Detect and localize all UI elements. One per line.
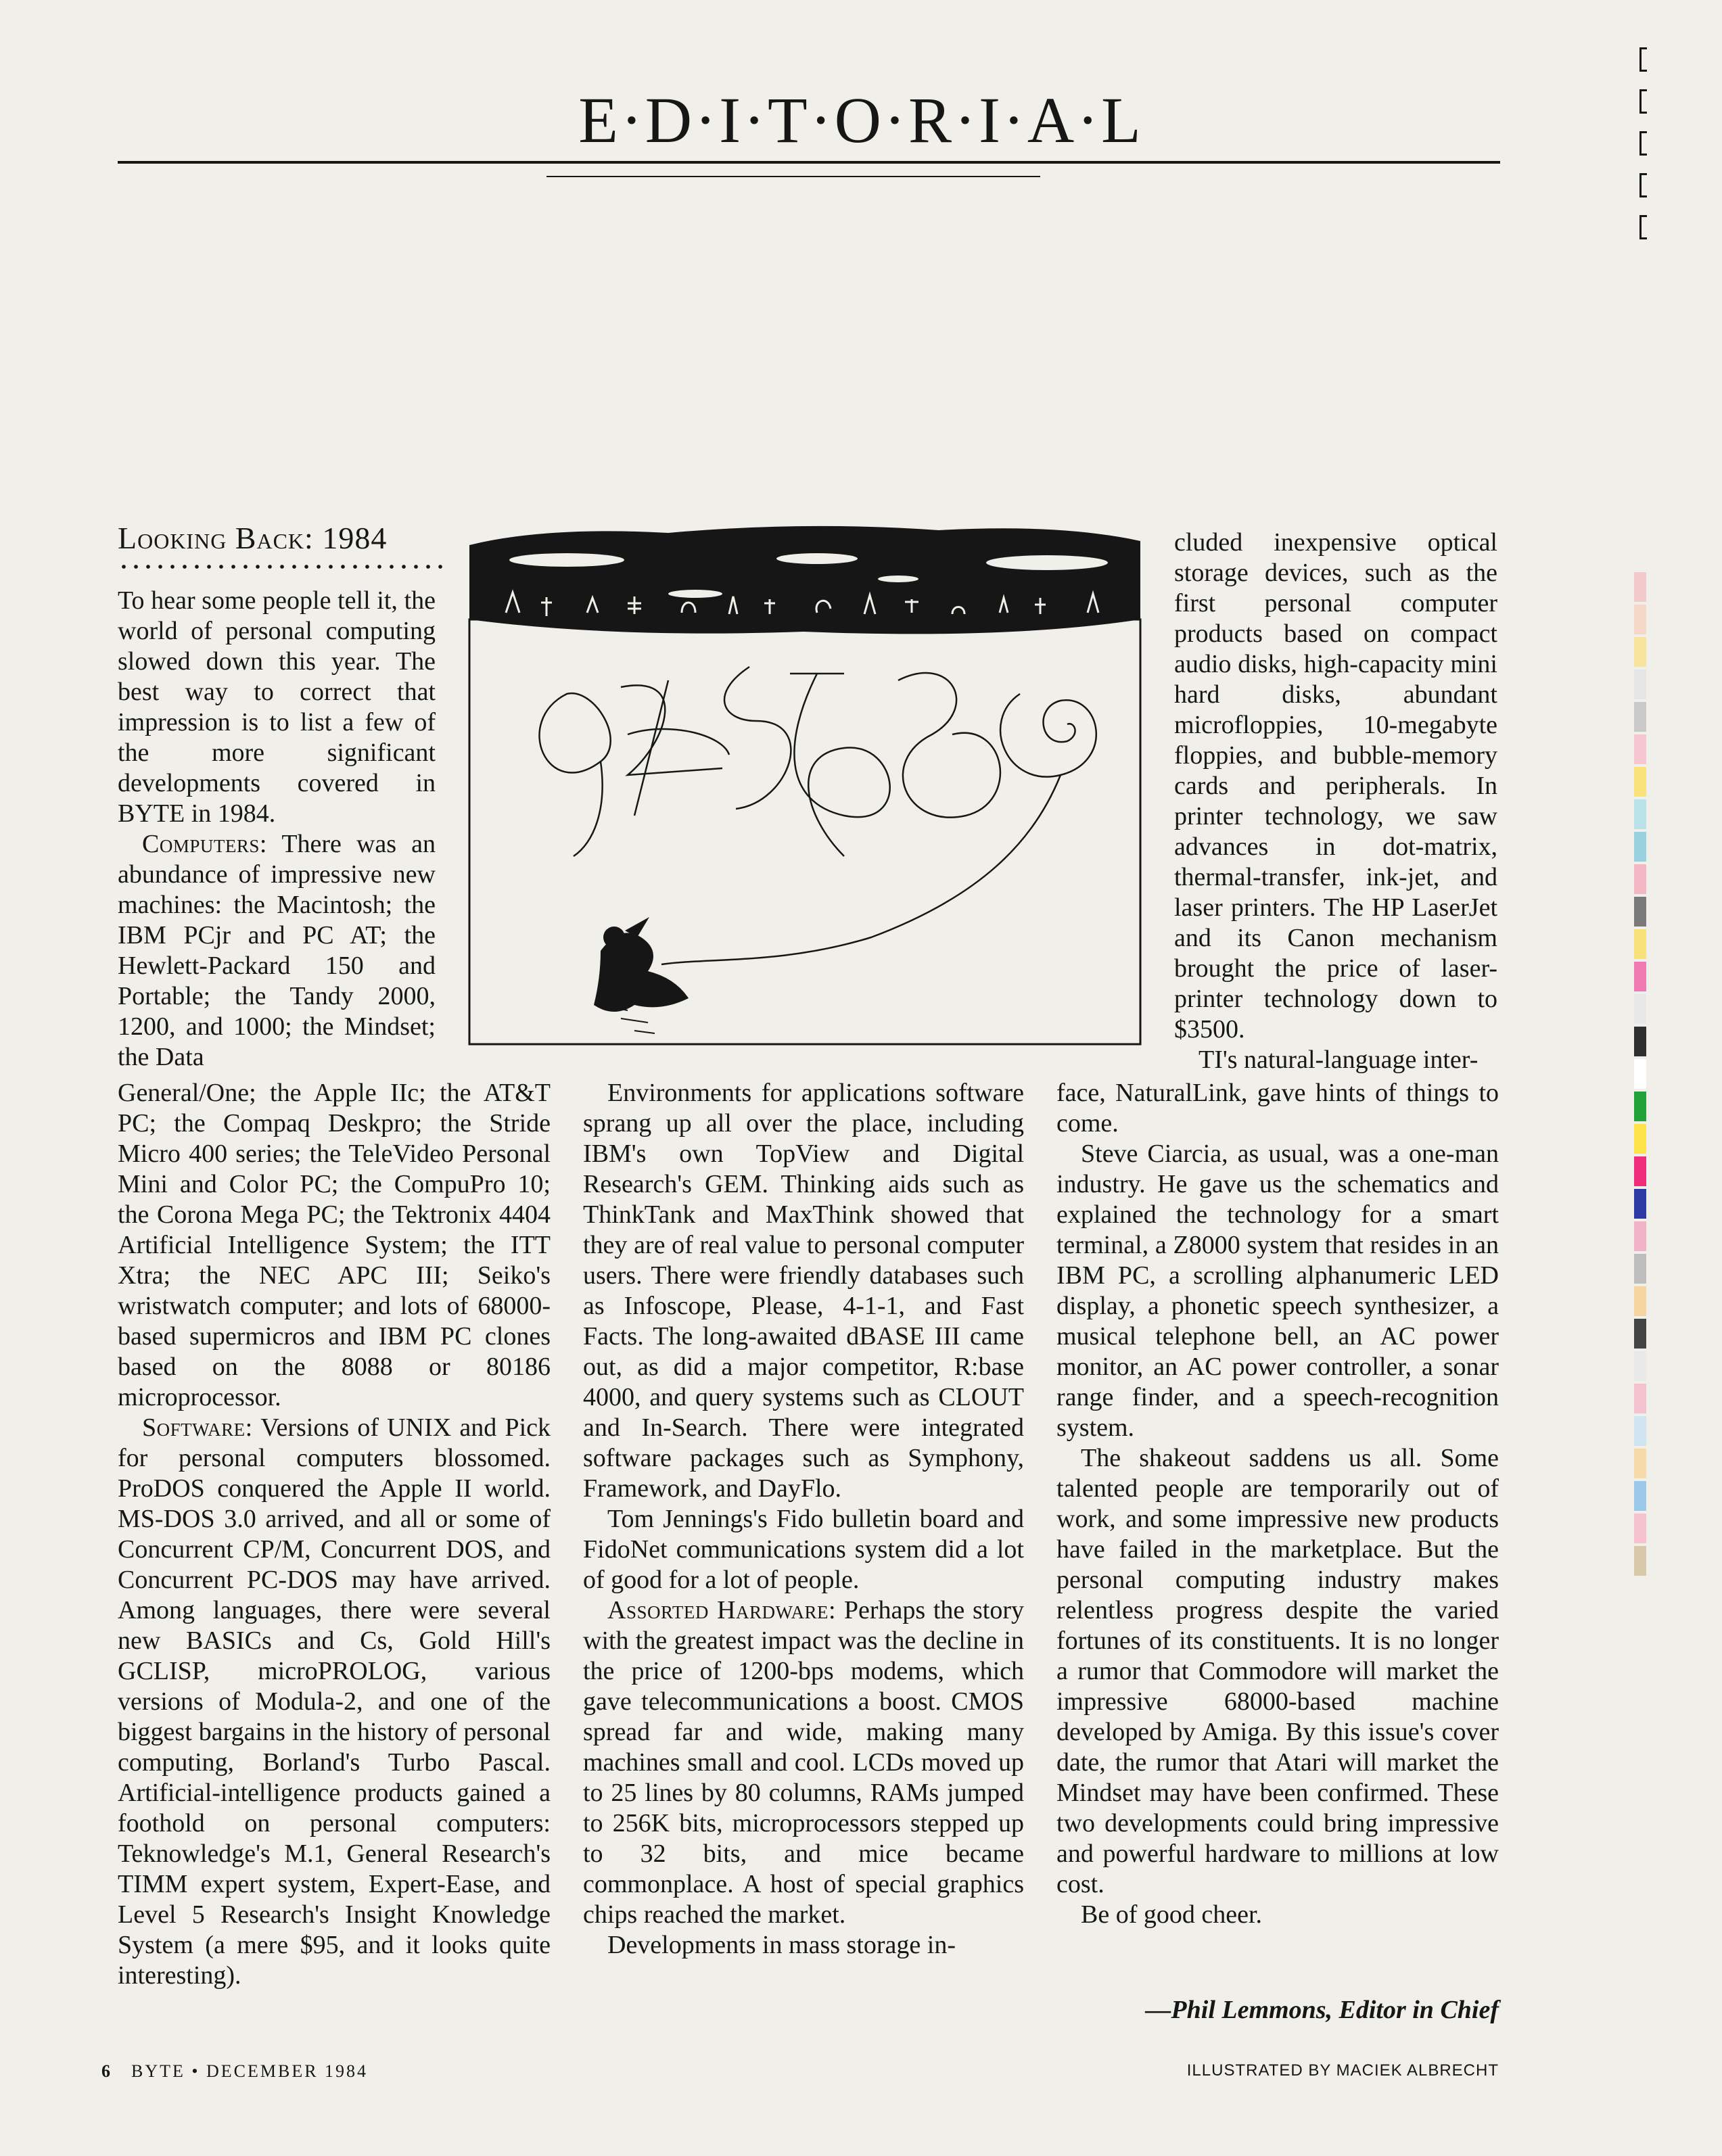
illustration-credit: ILLUSTRATED BY MACIEK ALBRECHT (1186, 2061, 1499, 2080)
masthead-title: E·D·I·T·O·R·I·A·L (578, 84, 1144, 156)
masthead-subrule (546, 176, 1040, 177)
page-footer-left (101, 2061, 368, 2082)
registration-mark (1639, 89, 1647, 114)
color-swatch (1634, 864, 1646, 894)
computers-text-bottom: General/One; the Apple IIc; the AT&T PC; the Compaq Deskpro; the Stride Micro 400 series; the TeleVideo Personal Mini and Color PC; the CompuPro 10; the Corona Mega PC; the Tektronix 4404 Artificial Intelligence System; the ITT Xtra; the NEC APC III; Seiko's wristwatch computer; and lots of 68000-based supermicros and IBM PC clones based on the 8088 or 80186 microprocessor. (118, 1079, 551, 1411)
column-left-top (118, 586, 436, 1073)
computers-label: Computers: (142, 830, 267, 858)
software-text: Versions of UNIX and Pick for personal computers blossomed. ProDOS conquered the Apple II world. MS-DOS 3.0 arrived, and all or some of Concurrent CP/M, Concurrent DOS, and Concurrent PC-DOS may have arrived. Among languages, there were several new BASICs and Cs, Gold Hill's GCLISP, microPROLOG, various versions of Modula-2, and one of the biggest bargains in the history of personal computing, Borland's Turbo Pascal. Artificial-intelligence products gained a foothold on personal computers: Teknowledge's M.1, General Research's TIMM expert system, Expert-Ease, and Level 5 Research's Insight Knowledge System (a mere $95, and it looks quite interesting). (118, 1413, 551, 1990)
color-swatch (1634, 670, 1646, 699)
heading-dotted-rule (118, 564, 442, 569)
ti-paragraph-end: face, NaturalLink, gave hints of things to come. (1056, 1079, 1499, 1138)
color-swatch (1634, 1514, 1646, 1543)
color-swatch (1634, 637, 1646, 667)
hardware-label: Assorted Hardware: (607, 1596, 837, 1624)
page-number: 6 (101, 2061, 112, 2081)
environments-paragraph: Environments for applications software sprang up all over the place, including IBM's own TopView and Digital Research's GEM. Thinking aids such as ThinkTank and MaxThink showed that they are of real value to personal computer users. There were friendly databases such as Infoscope, Please, 4-1-1, and Fast Facts. The long-awaited dBASE III came out, as did a major competitor, R:base 4000, and query systems such as CLOUT and In-Search. There were integrated software packages such as Symphony, Framework, and DayFlo. (583, 1079, 1024, 1503)
closing-line: Be of good cheer. (1081, 1900, 1263, 1929)
color-swatch (1634, 799, 1646, 829)
color-swatch (1634, 897, 1646, 927)
software-label: Software: (142, 1413, 253, 1442)
color-swatch (1634, 1286, 1646, 1316)
column-left-bottom (118, 1078, 551, 1991)
color-swatch (1634, 1092, 1646, 1121)
color-swatch (1634, 572, 1646, 602)
print-color-bar (1634, 572, 1646, 1749)
fido-paragraph: Tom Jennings's Fido bulletin board and FidoNet communications system did a lot of good for a lot of people. (583, 1505, 1024, 1594)
software-paragraph (118, 1413, 551, 1991)
mass-storage-paragraph-start: Developments in mass storage in- (607, 1931, 956, 1959)
issue-info: BYTE • DECEMBER 1984 (131, 2061, 369, 2081)
color-swatch (1634, 1221, 1646, 1251)
color-swatch (1634, 1124, 1646, 1154)
color-swatch (1634, 1189, 1646, 1219)
author-signature: —Phil Lemmons, Editor in Chief (1145, 1996, 1499, 2024)
edge-registration-marks (1639, 47, 1653, 237)
color-swatch (1634, 1254, 1646, 1284)
color-swatch (1634, 1319, 1646, 1349)
registration-mark (1639, 215, 1647, 239)
hardware-paragraph (583, 1595, 1024, 1930)
column-right-bottom (1056, 1078, 1499, 1930)
ti-paragraph-start: TI's natural-language inter- (1199, 1046, 1479, 1074)
column-middle (583, 1078, 1024, 1961)
color-swatch (1634, 1416, 1646, 1446)
color-swatch (1634, 832, 1646, 862)
color-swatch (1634, 702, 1646, 732)
color-swatch (1634, 1059, 1646, 1089)
registration-mark (1639, 47, 1647, 72)
computers-paragraph-start (118, 829, 436, 1073)
color-swatch (1634, 1481, 1646, 1511)
article-heading: Looking Back: 1984 (118, 521, 388, 555)
mass-storage-paragraph-end: cluded inexpensive optical storage devices, such as the first personal computer products based on compact audio disks, high-capacity mini hard disks, abundant microfloppies, 10-megabyte floppies, and bubble-memory cards and peripherals. In printer technology, we saw advances in dot-matrix, thermal-transfer, ink-jet, and laser printers. The HP LaserJet and its Canon mechanism brought the price of laser-printer technology down to $3500. (1174, 528, 1497, 1044)
color-swatch (1634, 1449, 1646, 1478)
color-swatch (1634, 767, 1646, 797)
color-swatch (1634, 929, 1646, 959)
color-swatch (1634, 962, 1646, 991)
color-swatch (1634, 1351, 1646, 1381)
intro-paragraph: To hear some people tell it, the world of personal computing slowed down this year. The best way to correct that impression is to list a few of the more significant developments covered in BYTE in 1984. (118, 586, 436, 828)
color-swatch (1634, 605, 1646, 634)
color-swatch (1634, 994, 1646, 1024)
registration-mark (1639, 173, 1647, 197)
registration-mark (1639, 131, 1647, 156)
color-swatch (1634, 734, 1646, 764)
ciarcia-paragraph: Steve Ciarcia, as usual, was a one-man industry. He gave us the schematics and explained the technology for a smart terminal, a Z8000 system that resides in an IBM PC, a scrolling alphanumeric LED display, a phonetic speech synthesizer, a musical telephone bell, an AC power monitor, an AC power controller, a sonar range finder, and a speech-recognition system. (1056, 1140, 1499, 1442)
color-swatch (1634, 1156, 1646, 1186)
color-swatch (1634, 1546, 1646, 1576)
column-right-top (1174, 528, 1497, 1075)
color-swatch (1634, 1027, 1646, 1056)
illustration-drawing (465, 518, 1144, 1047)
computers-text-top: There was an abundance of impressive new machines: the Macintosh; the IBM PCjr and PC AT; the Hewlett-Packard 150 and Portable; the Tandy 2000, 1200, and 1000; the Mindset; the Data (118, 830, 436, 1071)
illustration (465, 518, 1144, 1047)
hardware-text: Perhaps the story with the greatest impact was the decline in the price of 1200-bps modems, which gave telecommunications a boost. CMOS spread far and wide, making many machines small and cool. LCDs moved up to 25 lines by 80 columns, RAMs jumped to 256K bits, microprocessors stepped up to 32 bits, and mice became commonplace. A host of special graphics chips reached the market. (583, 1596, 1025, 1929)
masthead-rule (118, 161, 1500, 164)
color-swatch (1634, 1384, 1646, 1413)
shakeout-paragraph: The shakeout saddens us all. Some talented people are temporarily out of work, and some impressive new products have failed in the marketplace. But the personal computing industry makes relentless progress despite the varied fortunes of its constituents. It is no longer a rumor that Commodore will market the impressive 68000-based machine developed by Amiga. By this issue's cover date, the rumor that Atari will market the Mindset may have been confirmed. These two developments could bring impressive and powerful hardware to millions at low cost. (1056, 1444, 1499, 1898)
